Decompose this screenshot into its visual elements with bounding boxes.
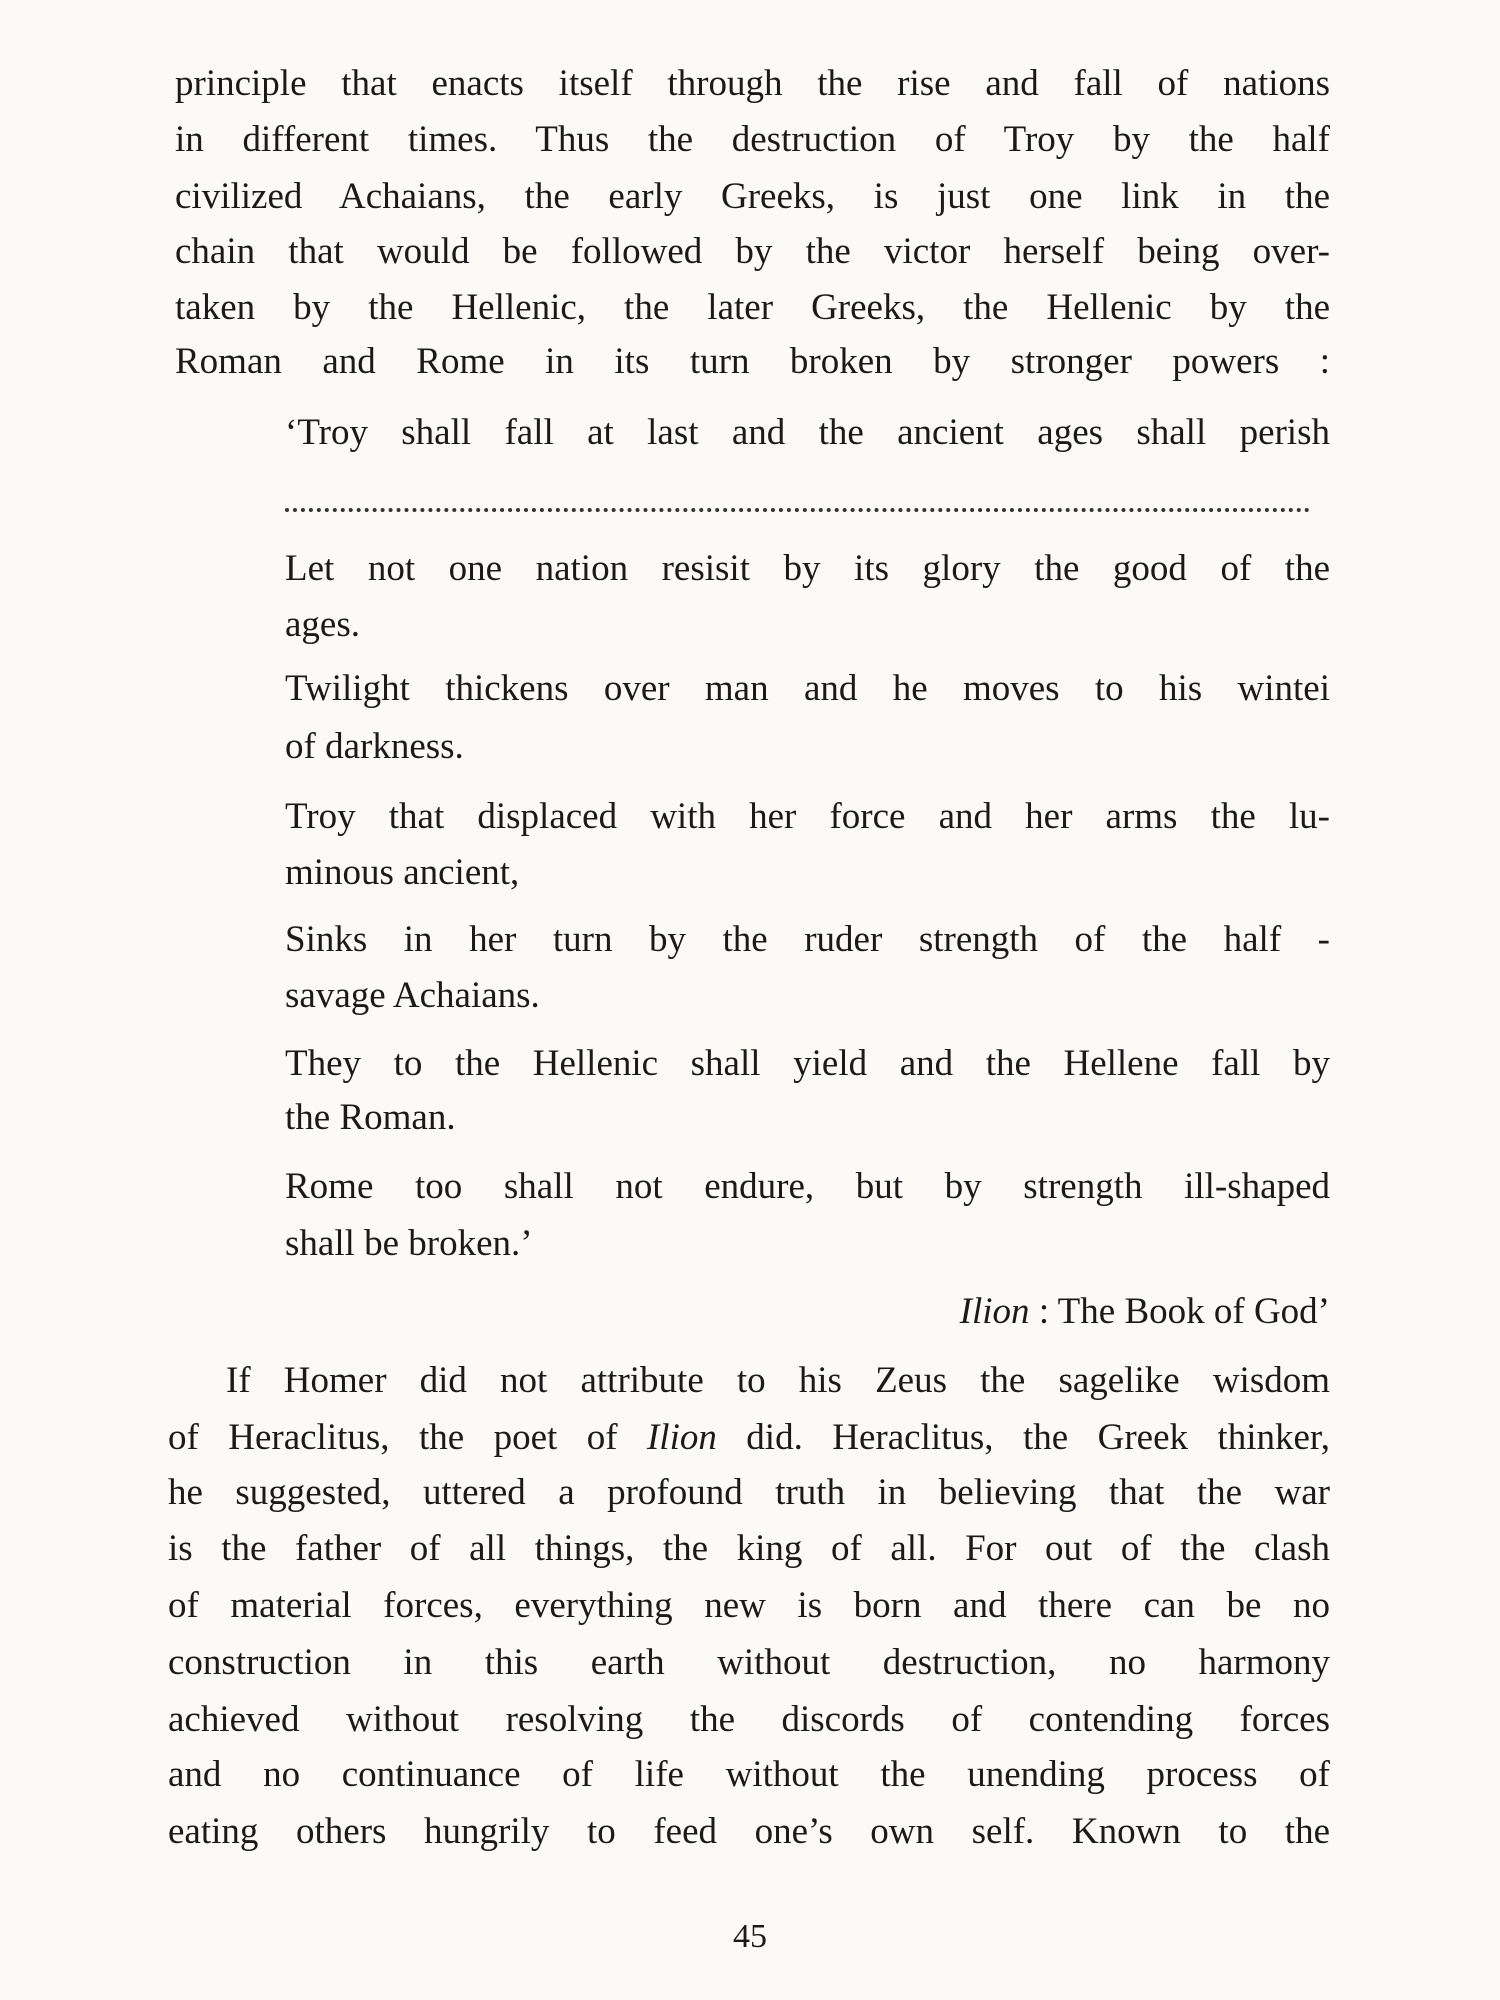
page-number: 45 [733,1918,767,1955]
line-text: taken by the Hellenic, the later Greeks, the Hellenic by the [175,287,1330,328]
line-text: principle that enacts itself through the rise and fall of nations [175,63,1330,104]
line-text: did. Heraclitus, the Greek thinker, [716,1417,1330,1458]
line-text: They to the Hellenic shall yield and the Hellene fall by [285,1043,1330,1084]
line-text: shall be broken.’ [285,1223,533,1264]
paragraph-line [168,1810,1330,1854]
line-text: civilized Achaians, the early Greeks, is just one link in the [175,176,1330,217]
ellipsis-divider [285,508,1310,512]
quote-line [285,918,1330,962]
quote-line [285,1096,1330,1140]
paragraph-line [168,1753,1330,1797]
line-text: Rome too shall not endure, but by strength ill-shaped [285,1166,1330,1207]
italic-title: Ilion [646,1417,717,1458]
paragraph-line [175,118,1330,162]
paragraph-line [168,1471,1330,1515]
quote-line [285,725,1330,769]
paragraph-line [168,1698,1330,1742]
line-text: of material forces, everything new is born and there can be no [168,1585,1330,1626]
line-text: of Heraclitus, the poet of [168,1417,647,1458]
line-text: savage Achaians. [285,975,540,1016]
line-text: the Roman. [285,1097,456,1138]
paragraph-line [168,1584,1330,1628]
line-text: Twilight thickens over man and he moves to his wintei [285,668,1330,709]
paragraph-line [175,340,1330,384]
quote-line [285,851,1330,895]
quote-line [285,974,1330,1018]
line-text: ages. [285,604,360,645]
line-text: in different times. Thus the destruction of Troy by the half [175,119,1330,160]
line-text: of darkness. [285,726,464,767]
line-text: ‘Troy shall fall at last and the ancient ages shall perish [285,412,1330,453]
quote-line [285,1165,1330,1209]
paragraph-line [168,1527,1330,1571]
line-text: Troy that displaced with her force and her arms the lu- [285,796,1330,837]
paragraph-line [175,62,1330,106]
line-text: minous ancient, [285,852,520,893]
line-text: If Homer did not attribute to his Zeus the sagelike wisdom [226,1360,1330,1401]
quote-line [285,411,1330,455]
line-text: and no continuance of life without the unending process of [168,1754,1330,1795]
line-text: achieved without resolving the discords of contending forces [168,1699,1330,1740]
quote-line [285,603,1330,647]
quote-line [285,795,1330,839]
line-text: : The Book of God’ [1029,1291,1330,1332]
paragraph-line [175,286,1330,330]
paragraph-line [175,230,1330,274]
paragraph-line [175,175,1330,219]
line-text: he suggested, uttered a profound truth in believing that the war [168,1472,1330,1513]
quote-line [285,1222,1330,1266]
paragraph-line [226,1359,1330,1403]
line-text: construction in this earth without destruction, no harmony [168,1642,1330,1683]
line-text: chain that would be followed by the victor herself being over- [175,231,1330,272]
paragraph-line [168,1416,1330,1460]
line-text: eating others hungrily to feed one’s own self. Known to the [168,1811,1330,1852]
line-text: Let not one nation resisit by its glory the good of the [285,548,1330,589]
quote-line [285,547,1330,591]
quote-line [285,1042,1330,1086]
italic-title: Ilion [959,1291,1030,1332]
paragraph-line [168,1641,1330,1685]
quote-line [285,667,1330,711]
line-text: Roman and Rome in its turn broken by stronger powers : [175,341,1330,382]
line-text: Sinks in her turn by the ruder strength of the half - [285,919,1330,960]
line-text: is the father of all things, the king of all. For out of the clash [168,1528,1330,1569]
quote-attribution [285,1290,1330,1334]
